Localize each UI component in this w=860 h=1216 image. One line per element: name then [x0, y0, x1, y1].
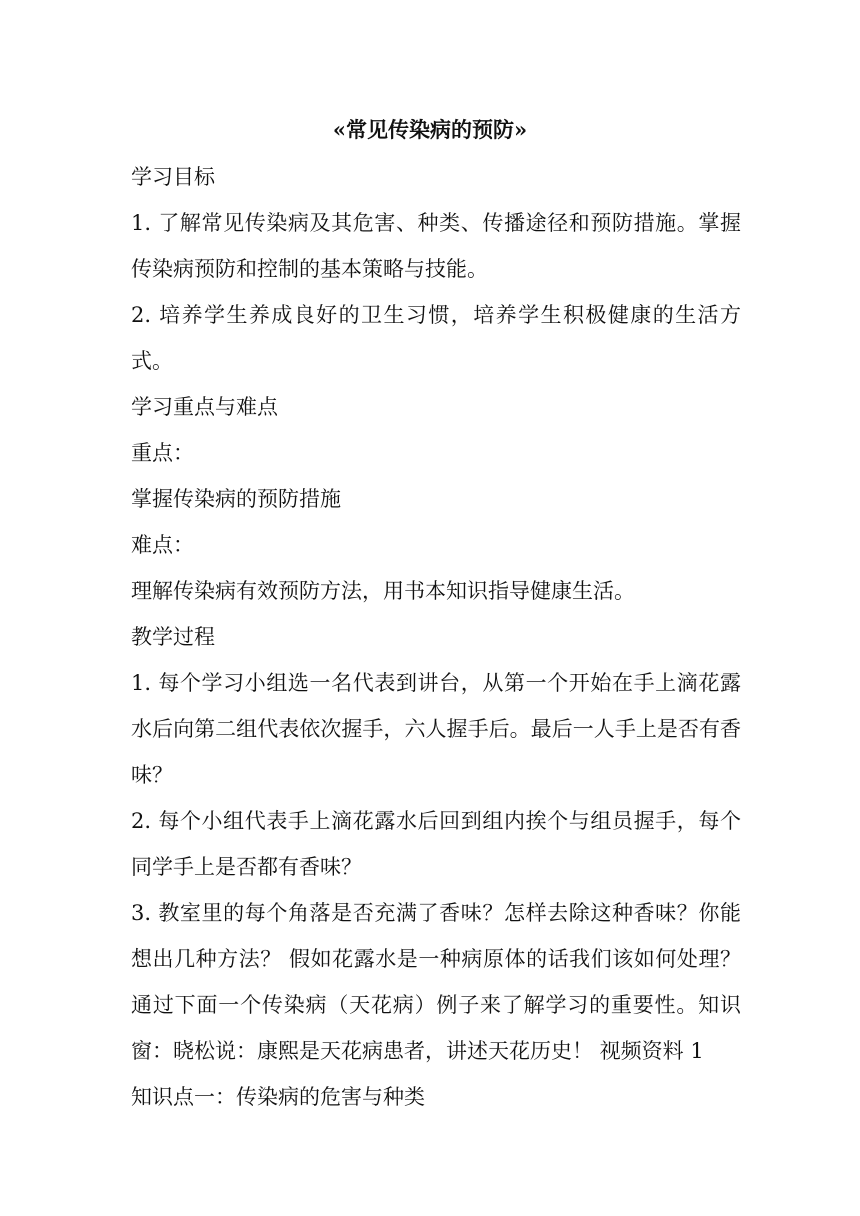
key-point-text: 掌握传染病的预防措施	[131, 487, 341, 511]
process-step-2: 2. 每个小组代表手上滴花露水后回到组内挨个与组员握手，每个同学手上是否都有香味？	[131, 809, 741, 879]
heading-key-points: 学习重点与难点	[131, 395, 278, 419]
label-key-point: 重点：	[131, 441, 194, 465]
process-step-3: 3. 教室里的每个角落是否充满了香味？怎样去除这种香味？你能想出几种方法？ 假如花露水是一种病原体的话我们该如何处理？ 通过下面一个传染病（天花病）例子来了解学习的重要性。知识窗：晓松说：康熙是天花病患者，讲述天花历史！ 视频资料 1	[131, 901, 741, 1063]
document-body	[131, 154, 741, 1120]
goal-item-2: 2. 培养学生养成良好的卫生习惯，培养学生积极健康的生活方式。	[131, 303, 741, 373]
difficulty-text: 理解传染病有效预防方法，用书本知识指导健康生活。	[131, 579, 635, 603]
process-step-1: 1. 每个学习小组选一名代表到讲台，从第一个开始在手上滴花露水后向第二组代表依次握手，六人握手后。最后一人手上是否有香味？	[131, 671, 741, 787]
heading-knowledge-point-1: 知识点一：传染病的危害与种类	[131, 1085, 425, 1109]
document-title: «常见传染病的预防»	[332, 117, 528, 142]
heading-teaching-process: 教学过程	[131, 625, 215, 649]
goal-item-1: 1. 了解常见传染病及其危害、种类、传播途径和预防措施。掌握传染病预防和控制的基本策略与技能。	[131, 211, 741, 281]
heading-learning-goals: 学习目标	[131, 165, 215, 189]
label-difficulty: 难点：	[131, 533, 194, 557]
